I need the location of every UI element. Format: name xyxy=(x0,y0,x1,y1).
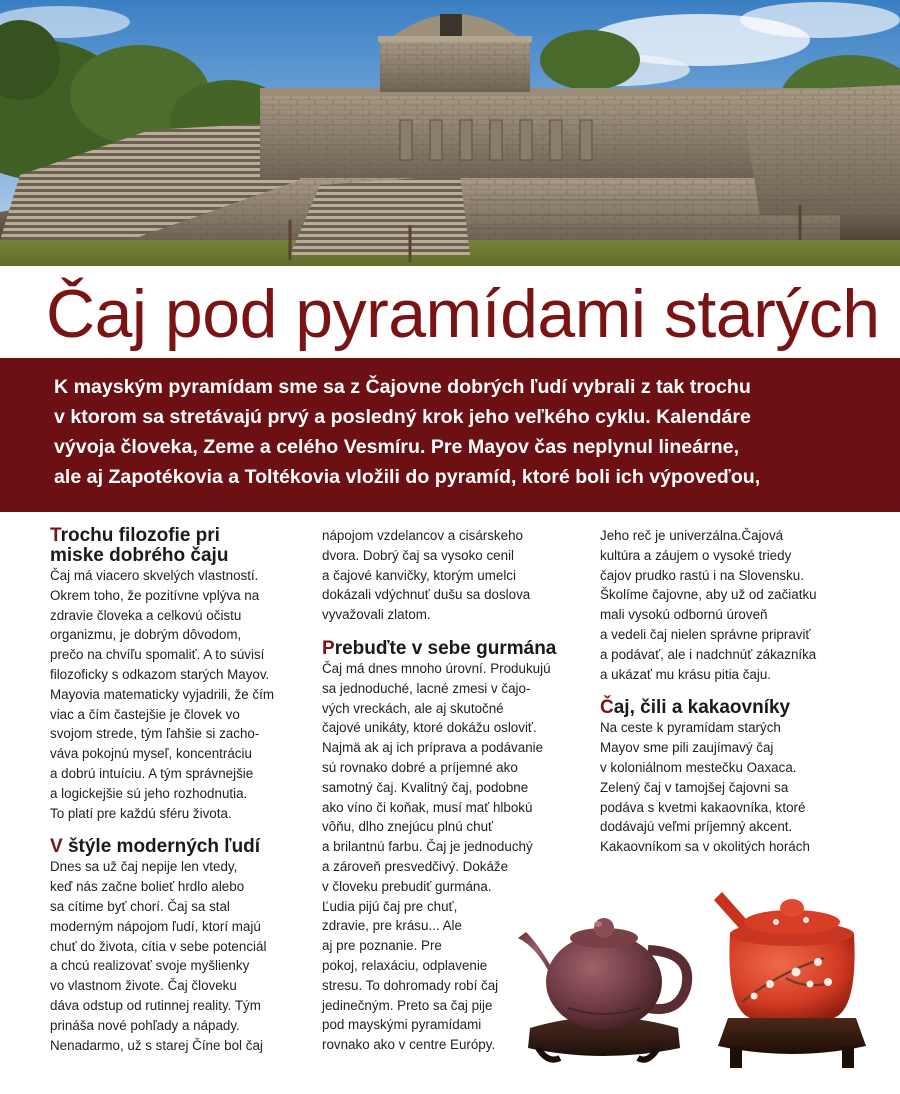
intro-band xyxy=(0,358,900,512)
title-area xyxy=(0,266,900,358)
text-line: dokázali vdýchnuť dušu sa doslova xyxy=(322,587,531,603)
text-line: ako víno či koňak, musí mať hlbokú xyxy=(322,799,533,815)
text-line: aj pre poznanie. Pre xyxy=(322,938,442,954)
text-line: čajov prudko rastú i na Slovensku. xyxy=(600,567,804,583)
text-line: svojom strede, tým ľahšie si zacho- xyxy=(50,726,260,742)
text-line: jedinečným. Preto sa čaj pije xyxy=(322,997,493,1013)
section-heading xyxy=(600,698,890,718)
text-line: Čaj má viacero skvelých vlastností. xyxy=(50,568,259,583)
hero-photo xyxy=(0,0,900,268)
intro-paragraph xyxy=(54,372,900,492)
intro-line: vývoja človeka, Zeme a celého Vesmíru. Pre Mayov čas neplynul lineárne, xyxy=(54,436,740,458)
text-line: Mayov sme pili zaujímavý čaj xyxy=(600,740,774,756)
red-teapot-image xyxy=(706,878,878,1075)
text-line: v človeku prebudiť gurmána. xyxy=(322,878,492,894)
heading-text: rebuďte v sebe gurmána xyxy=(334,637,557,659)
text-line: v koloniálnom mestečku Oaxaca. xyxy=(600,759,797,775)
text-line: Mayovia matematicky vyjadrili, že čím xyxy=(50,686,274,702)
text-line: kultúra a záujem o vysoké triedy xyxy=(600,547,792,563)
text-line: rovnako ako v centre Európy. xyxy=(322,1037,496,1053)
heading-initial: V xyxy=(50,836,63,858)
text-line: a dobrú intuíciu. A tým správnejšie xyxy=(50,765,254,781)
text-line: a čajové kanvičky, ktorým umelci xyxy=(322,567,516,583)
text-line: dvora. Dobrý čaj sa vysoko cenil xyxy=(322,547,515,563)
heading-initial: Č xyxy=(600,697,614,719)
text-line: sú rovnako dobré a príjemné ako xyxy=(322,759,518,775)
text-line: a zároveň presvedčivý. Dokáže xyxy=(322,858,509,874)
article-title: Čaj pod pyramídami starých xyxy=(46,276,880,352)
text-line: pod mayskými pyramídami xyxy=(322,1017,482,1033)
text-line: Ľudia pijú čaj pre chuť, xyxy=(322,898,458,914)
text-line: zdravie, pre krásu... Ale xyxy=(322,918,462,934)
text-line: vôňu, dlho znejúcu plnú chuť xyxy=(322,819,494,835)
text-line: a vedeli čaj nielen správne pripraviť xyxy=(600,626,811,642)
text-line: Dnes sa už čaj nepije len vtedy, xyxy=(50,859,238,875)
text-line: Čaj má dnes mnoho úrovní. Produkujú xyxy=(322,660,551,676)
text-line: vých vreckách, ale aj skutočné xyxy=(322,700,504,716)
text-line: váva pokojnú myseľ, koncentráciu xyxy=(50,746,252,762)
text-line: Kakaovníkom sa v okolitých horách xyxy=(600,839,810,855)
section-body xyxy=(322,526,590,625)
text-line: dodávajú veľmi príjemný akcent. xyxy=(600,819,793,835)
column-1 xyxy=(50,526,312,1055)
section-body xyxy=(50,857,312,1055)
text-line: viac a čím častejšie je človek vo xyxy=(50,706,240,722)
intro-line: ale aj Zapotékovia a Toltékovia vložili do pyramíd, ktoré boli ich výpoveďou, xyxy=(54,466,761,488)
text-line: a brilantnú farbu. Čaj je jednoduchý xyxy=(322,839,533,855)
text-line: Jeho reč je univerzálna.Čajová xyxy=(600,528,784,543)
text-line: organizmu, je dobrým dôvodom, xyxy=(50,627,242,643)
section-body xyxy=(50,566,312,823)
text-line: dáva odstup od rutinnej reality. Tým xyxy=(50,997,261,1013)
text-line: chuť do života, cítia v sebe potenciál xyxy=(50,938,267,954)
text-line: Zelený čaj v tamojšej čajovni sa xyxy=(600,779,789,795)
heading-text: aj, čili a kakaovníky xyxy=(613,697,791,719)
intro-line: K mayským pyramídam sme sa z Čajovne dobrých ľudí vybrali z tak trochu xyxy=(54,376,751,398)
text-line: pokoj, relaxáciu, odplavenie xyxy=(322,957,488,973)
text-line: samotný čaj. Kvalitný čaj, podobne xyxy=(322,779,529,795)
heading-initial: T xyxy=(50,525,61,546)
column-3 xyxy=(600,526,890,857)
text-line: Najmä ak aj ich príprava a podávanie xyxy=(322,740,544,756)
text-line: a ukázať mu krásu pitia čaju. xyxy=(600,666,771,682)
section-body xyxy=(600,718,890,857)
text-line: sa jednoduché, lacné zmesi v čajo- xyxy=(322,680,531,696)
text-line: Školíme čajovne, aby už od začiatku xyxy=(600,587,817,603)
text-line: podáva s kvetmi kakaovníka, ktoré xyxy=(600,799,806,815)
section-heading xyxy=(50,837,312,857)
text-line: a chcú realizovať svoje myšlienky xyxy=(50,958,250,974)
text-line: Na ceste k pyramídam starých xyxy=(600,720,781,736)
text-line: a logickejšie sú jeho rozhodnutia. xyxy=(50,785,248,801)
text-line: a podávať, ale i nadchnúť zákazníka xyxy=(600,646,817,662)
section-heading xyxy=(50,526,312,566)
text-line: keď nás začne bolieť hrdlo alebo xyxy=(50,879,245,895)
text-line: prináša nové pohľady a nápady. xyxy=(50,1017,240,1033)
text-line: prečo na chvíľu spomaliť. A to súvisí xyxy=(50,647,265,663)
heading-text: miske dobrého čaju xyxy=(50,545,229,566)
brown-teapot-image xyxy=(508,888,698,1073)
text-line: Okrem toho, že pozitívne vplýva na xyxy=(50,587,260,603)
heading-text: rochu filozofie pri xyxy=(60,525,220,546)
text-line: stresu. To dohromady robí čaj xyxy=(322,977,499,993)
heading-initial: P xyxy=(322,637,335,659)
text-line: vo vlastnom živote. Čaj človeku xyxy=(50,978,237,994)
heading-text: štýle moderných ľudí xyxy=(62,836,261,858)
text-line: To platí pre každú sféru života. xyxy=(50,805,232,821)
text-line: mali vysokú odbornú úroveň xyxy=(600,607,768,623)
text-line: sa cítime byť chorí. Čaj sa stal xyxy=(50,898,230,914)
text-line: nápojom vzdelancov a cisárskeho xyxy=(322,528,523,543)
text-line: vyvažovali zlatom. xyxy=(322,607,431,623)
text-line: čajové unikáty, ktoré dokážu osloviť. xyxy=(322,720,537,736)
text-line: filozoficky s odkazom starých Mayov. xyxy=(50,666,270,682)
intro-line: v ktorom sa stretávajú prvý a posledný krok jeho veľkého cyklu. Kalendáre xyxy=(54,406,751,428)
text-line: zdravie človeka a celkovú očistu xyxy=(50,607,242,623)
text-line: moderným nápojom ľudí, ktorí majú xyxy=(50,918,261,934)
section-body xyxy=(600,526,890,684)
section-heading xyxy=(322,639,590,659)
text-line: Nenadarmo, už s starej Číne bol čaj xyxy=(50,1037,263,1053)
